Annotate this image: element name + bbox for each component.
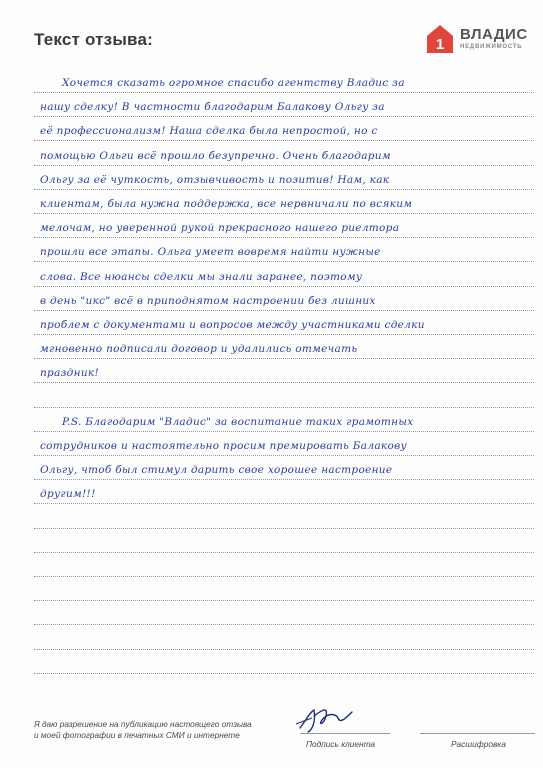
handwritten-line: в день "икс" всё в приподнятом настроении без лишних bbox=[40, 294, 376, 307]
handwritten-line: нашу сделку! В частности благодарим Балакову Ольгу за bbox=[40, 101, 385, 114]
ruled-line bbox=[34, 382, 534, 383]
handwritten-line: мелочам, но уверенной рукой прекрасного нашего риелтора bbox=[40, 222, 400, 235]
handwritten-line: проблем с документами и вопросов между участниками сделки bbox=[40, 319, 425, 331]
handwritten-line: сотрудников и настоятельно просим премировать Балакову bbox=[40, 440, 407, 452]
brand-subtitle: НЕДВИЖИМОСТЬ bbox=[460, 44, 523, 50]
ruled-line bbox=[34, 576, 534, 577]
handwritten-line: помощью Ольги всё прошло безупречно. Очень благодарим bbox=[40, 149, 391, 162]
consent-line-2: и моей фотографии в печатных СМИ и интернете bbox=[34, 730, 240, 740]
decoding-line bbox=[420, 733, 535, 734]
ruled-line bbox=[34, 455, 534, 456]
ruled-line bbox=[34, 503, 534, 504]
ruled-line bbox=[34, 431, 534, 432]
ruled-line bbox=[34, 479, 534, 480]
publication-consent bbox=[34, 719, 252, 741]
ruled-line bbox=[34, 552, 534, 553]
ruled-line bbox=[34, 600, 534, 601]
handwritten-line: прошли все этапы. Ольга умеет вовремя найти нужные bbox=[40, 246, 381, 259]
ruled-line bbox=[34, 334, 534, 335]
ruled-line bbox=[34, 407, 534, 408]
consent-line-1: Я даю разрешение на публикацию настоящего отзыва bbox=[34, 719, 252, 729]
signature-line bbox=[300, 733, 390, 734]
ruled-line bbox=[34, 358, 534, 359]
handwritten-line: клиентам, была нужна поддержка, все нервничали по всяким bbox=[40, 198, 413, 210]
handwritten-line: другим!!! bbox=[40, 488, 96, 501]
handwritten-line: P.S. Благодарим "Владис" за воспитание таких грамотных bbox=[62, 415, 414, 428]
handwritten-line: её профессионализм! Наша сделка была непростой, но с bbox=[40, 125, 378, 138]
brand-name: ВЛАДИС bbox=[460, 26, 528, 43]
handwritten-line: праздник! bbox=[40, 367, 99, 380]
handwritten-line: Ольгу, чтоб был стимул дарить свое хорошее настроение bbox=[40, 464, 393, 477]
ruled-line bbox=[34, 286, 534, 287]
ruled-line bbox=[34, 673, 534, 674]
ruled-line bbox=[34, 189, 534, 190]
svg-text:1: 1 bbox=[435, 36, 445, 53]
signature-label: Подпись клиента bbox=[306, 739, 376, 749]
ruled-line bbox=[34, 92, 534, 93]
ruled-line bbox=[34, 528, 534, 529]
decoding-label: Расшифровка bbox=[451, 739, 506, 749]
handwritten-line: слова. Все нюансы сделки мы знали заранее, поэтому bbox=[40, 270, 363, 283]
ruled-line bbox=[34, 261, 534, 262]
ruled-line bbox=[34, 649, 534, 650]
ruled-lines bbox=[34, 0, 534, 768]
ruled-line bbox=[34, 213, 534, 214]
ruled-line bbox=[34, 624, 534, 625]
ruled-line bbox=[34, 165, 534, 166]
ruled-line bbox=[34, 310, 534, 311]
form-title: Текст отзыва: bbox=[34, 30, 153, 49]
handwritten-line: мгновенно подписали договор и удалились отмечать bbox=[40, 343, 358, 356]
ruled-line bbox=[34, 237, 534, 238]
client-signature bbox=[292, 702, 362, 734]
handwritten-line: Ольгу за её чуткость, отзывчивость и позитив! Нам, как bbox=[40, 173, 390, 186]
ruled-line bbox=[34, 140, 534, 141]
ruled-line bbox=[34, 116, 534, 117]
handwritten-line: Хочется сказать огромное спасибо агентству Владис за bbox=[62, 77, 405, 89]
